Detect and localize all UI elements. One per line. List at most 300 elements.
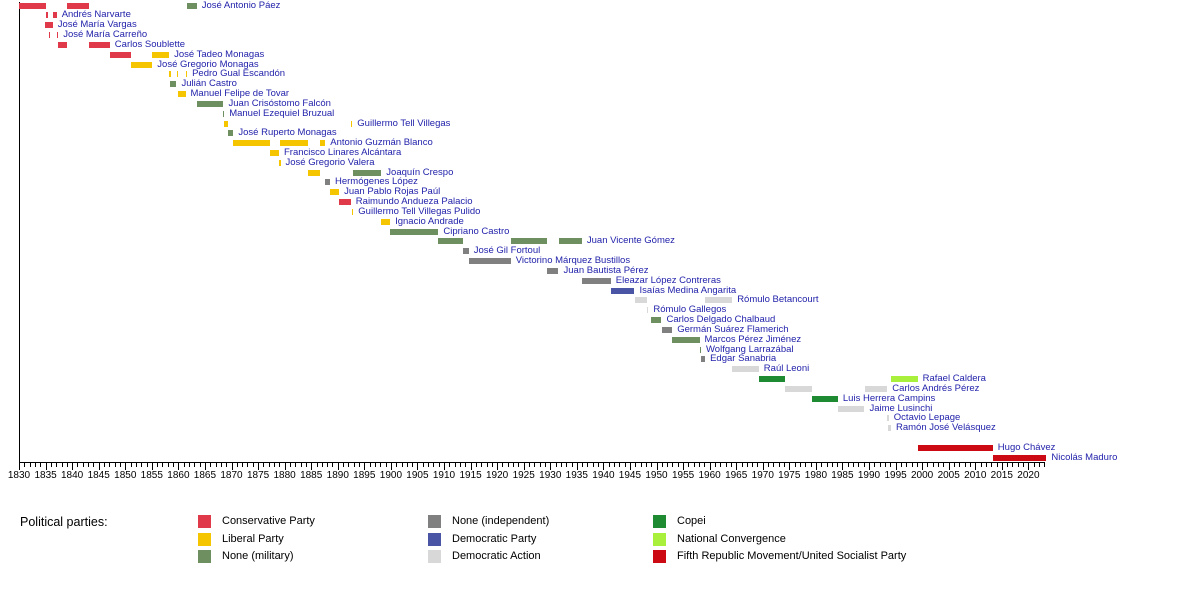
axis-minor-tick: [662, 463, 663, 467]
axis-major-tick: [285, 463, 286, 470]
term-bar: [353, 170, 381, 176]
axis-minor-tick: [343, 463, 344, 467]
axis-minor-tick: [428, 463, 429, 467]
axis-minor-tick: [1023, 463, 1024, 467]
axis-minor-tick: [1034, 463, 1035, 467]
term-bar: [700, 347, 702, 353]
axis-minor-tick: [396, 463, 397, 467]
axis-minor-tick: [407, 463, 408, 467]
legend-label-conservative: Conservative Party: [222, 515, 315, 527]
axis-minor-tick: [832, 463, 833, 467]
term-bar: [177, 71, 179, 77]
axis-tick-label: 1970: [751, 469, 774, 481]
term-bar: [559, 238, 582, 244]
president-label[interactable]: José Antonio Páez: [201, 0, 281, 11]
axis-minor-tick: [242, 463, 243, 467]
legend-label-democratic: Democratic Party: [452, 532, 537, 545]
president-label[interactable]: José Ruperto Monagas: [238, 127, 337, 139]
president-label[interactable]: Juan Bautista Pérez: [563, 264, 649, 276]
president-label[interactable]: Hugo Chávez: [997, 441, 1056, 453]
axis-minor-tick: [460, 463, 461, 467]
axis-minor-tick: [157, 463, 158, 467]
axis-minor-tick: [247, 463, 248, 467]
axis-minor-tick: [768, 463, 769, 467]
axis-tick-label: 1845: [87, 469, 110, 481]
axis-tick-label: 2005: [937, 469, 960, 481]
axis-minor-tick: [1012, 463, 1013, 467]
axis-minor-tick: [997, 463, 998, 467]
term-bar: [223, 111, 225, 117]
president-label[interactable]: Guillermo Tell Villegas Pulido: [358, 205, 481, 217]
axis-minor-tick: [731, 463, 732, 467]
axis-minor-tick: [402, 463, 403, 467]
term-bar: [233, 140, 269, 146]
term-bar: [732, 366, 759, 372]
axis-minor-tick: [200, 463, 201, 467]
axis-major-tick: [816, 463, 817, 470]
term-bar: [838, 406, 865, 412]
axis-tick-label: 1830: [7, 469, 31, 481]
term-bar: [224, 121, 228, 127]
term-bar: [381, 219, 390, 225]
axis-minor-tick: [991, 463, 992, 467]
axis-minor-tick: [667, 463, 668, 467]
axis-minor-tick: [24, 463, 25, 467]
axis-major-tick: [152, 463, 153, 470]
axis-tick-label: 1945: [618, 469, 642, 481]
axis-minor-tick: [433, 463, 434, 467]
president-label[interactable]: Juan Vicente Gómez: [586, 235, 675, 247]
axis-major-tick: [1028, 463, 1029, 470]
axis-minor-tick: [306, 463, 307, 467]
axis-minor-tick: [184, 463, 185, 467]
legend-swatch-democratic: [428, 533, 441, 546]
axis-tick-label: 1960: [698, 469, 721, 481]
term-bar: [89, 42, 110, 48]
president-label[interactable]: Raúl Leoni: [763, 363, 810, 375]
legend-label-copei: Copei: [677, 515, 706, 527]
legend-swatch-military: [198, 550, 211, 563]
axis-minor-tick: [189, 463, 190, 467]
axis-minor-tick: [572, 463, 573, 467]
axis-minor-tick: [269, 463, 270, 467]
legend-label-ad: Democratic Action: [452, 550, 541, 562]
president-label[interactable]: Julián Castro: [181, 78, 237, 90]
axis-minor-tick: [757, 463, 758, 467]
axis-minor-tick: [704, 463, 705, 467]
axis-minor-tick: [487, 463, 488, 467]
plot-left-border: [19, 2, 20, 462]
legend-swatch-independent: [428, 515, 441, 528]
axis-minor-tick: [481, 463, 482, 467]
president-label[interactable]: José Gregorio Valera: [285, 156, 375, 168]
president-label[interactable]: Pedro Gual Escandón: [192, 68, 286, 80]
axis-minor-tick: [848, 463, 849, 467]
term-bar: [891, 376, 918, 382]
president-label[interactable]: José María Carreño: [63, 29, 148, 40]
axis-minor-tick: [646, 463, 647, 467]
axis-minor-tick: [62, 463, 63, 467]
axis-minor-tick: [109, 463, 110, 467]
term-bar: [19, 3, 46, 9]
axis-tick-label: 1870: [220, 469, 243, 481]
axis-minor-tick: [77, 463, 78, 467]
axis-minor-tick: [67, 463, 68, 467]
axis-minor-tick: [1044, 463, 1045, 467]
axis-minor-tick: [423, 463, 424, 467]
axis-minor-tick: [970, 463, 971, 467]
axis-minor-tick: [88, 463, 89, 467]
axis-tick-label: 1860: [167, 469, 190, 481]
axis-minor-tick: [811, 463, 812, 467]
president-label[interactable]: Isaías Medina Angarita: [639, 284, 737, 296]
president-label[interactable]: Carlos Andrés Pérez: [892, 382, 980, 394]
axis-tick-label: 1840: [60, 469, 84, 481]
axis-minor-tick: [534, 463, 535, 467]
president-label[interactable]: José María Vargas: [57, 19, 137, 31]
term-bar: [320, 140, 325, 146]
axis-minor-tick: [566, 463, 567, 467]
term-bar: [547, 268, 558, 274]
axis-minor-tick: [890, 463, 891, 467]
axis-tick-label: 1885: [300, 469, 323, 481]
president-label[interactable]: Francisco Linares Alcántara: [284, 146, 402, 158]
president-label[interactable]: Ignacio Andrade: [395, 215, 464, 227]
axis-minor-tick: [619, 463, 620, 467]
axis-minor-tick: [880, 463, 881, 467]
legend-label-military: None (military): [222, 550, 294, 562]
president-label[interactable]: Marcos Pérez Jiménez: [704, 333, 802, 345]
axis-minor-tick: [827, 463, 828, 467]
axis-minor-tick: [412, 463, 413, 467]
axis-minor-tick: [943, 463, 944, 467]
president-label[interactable]: Manuel Felipe de Tovar: [190, 88, 290, 99]
axis-minor-tick: [912, 463, 913, 467]
term-bar: [58, 42, 67, 48]
axis-tick-label: 1910: [432, 469, 456, 481]
axis-tick-label: 1880: [273, 469, 296, 481]
term-bar: [611, 288, 635, 294]
axis-minor-tick: [784, 463, 785, 467]
president-label[interactable]: Rómulo Betancourt: [737, 294, 819, 306]
term-bar: [635, 297, 648, 303]
term-bar: [49, 32, 51, 38]
axis-major-tick: [949, 463, 950, 470]
axis-minor-tick: [986, 463, 987, 467]
term-bar: [705, 297, 732, 303]
term-bar: [865, 386, 888, 392]
axis-minor-tick: [938, 463, 939, 467]
axis-major-tick: [364, 463, 365, 470]
term-bar: [701, 356, 705, 362]
president-label[interactable]: Edgar Sanabria: [710, 353, 777, 365]
axis-major-tick: [896, 463, 897, 470]
axis-minor-tick: [874, 463, 875, 467]
axis-minor-tick: [359, 463, 360, 467]
axis-tick-label: 1990: [857, 469, 881, 481]
axis-major-tick: [19, 463, 20, 470]
axis-minor-tick: [587, 463, 588, 467]
axis-minor-tick: [901, 463, 902, 467]
axis-minor-tick: [173, 463, 174, 467]
president-label[interactable]: Hermógenes López: [335, 176, 418, 188]
axis-major-tick: [99, 463, 100, 470]
axis-minor-tick: [449, 463, 450, 467]
axis-minor-tick: [147, 463, 148, 467]
axis-tick-label: 2000: [910, 469, 934, 481]
axis-minor-tick: [465, 463, 466, 467]
president-label[interactable]: José Tadeo Monagas: [174, 48, 265, 60]
axis-minor-tick: [694, 463, 695, 467]
term-bar: [662, 327, 673, 333]
president-label[interactable]: Andrés Narvarte: [61, 9, 131, 21]
axis-minor-tick: [1007, 463, 1008, 467]
president-label[interactable]: José Gil Fortoul: [473, 245, 541, 257]
legend-swatch-conservative: [198, 515, 211, 528]
president-label[interactable]: Guillermo Tell Villegas: [357, 117, 451, 129]
legend-swatch-mvr: [653, 550, 666, 563]
term-bar: [152, 52, 169, 58]
term-bar: [993, 455, 1047, 461]
axis-major-tick: [205, 463, 206, 470]
axis-tick-label: 1905: [406, 469, 429, 481]
president-label[interactable]: Germán Suárez Flamerich: [677, 323, 789, 335]
president-label[interactable]: Ramón José Velásquez: [896, 422, 996, 434]
axis-minor-tick: [51, 463, 52, 467]
president-label[interactable]: Eleazar López Contreras: [615, 274, 721, 286]
axis-major-tick: [311, 463, 312, 470]
axis-minor-tick: [253, 463, 254, 467]
president-label[interactable]: Nicolás Maduro: [1051, 451, 1118, 463]
axis-minor-tick: [885, 463, 886, 467]
axis-minor-tick: [263, 463, 264, 467]
axis-minor-tick: [120, 463, 121, 467]
axis-minor-tick: [348, 463, 349, 467]
axis-major-tick: [869, 463, 870, 470]
axis-minor-tick: [598, 463, 599, 467]
president-label[interactable]: Juan Crisóstomo Falcón: [228, 97, 331, 109]
axis-minor-tick: [354, 463, 355, 467]
axis-tick-label: 1940: [592, 469, 615, 481]
axis-minor-tick: [795, 463, 796, 467]
axis-tick-label: 2020: [1017, 469, 1040, 481]
term-bar: [352, 209, 354, 215]
axis-major-tick: [736, 463, 737, 470]
axis-minor-tick: [853, 463, 854, 467]
term-bar: [463, 248, 468, 254]
axis-minor-tick: [492, 463, 493, 467]
president-label[interactable]: Victorino Márquez Bustillos: [515, 255, 631, 267]
axis-tick-label: 1855: [140, 469, 163, 481]
axis-major-tick: [258, 463, 259, 470]
axis-minor-tick: [837, 463, 838, 467]
axis-minor-tick: [30, 463, 31, 467]
axis-tick-label: 1930: [539, 469, 562, 481]
term-bar: [651, 317, 662, 323]
axis-minor-tick: [476, 463, 477, 467]
axis-minor-tick: [545, 463, 546, 467]
legend-label-liberal: Liberal Party: [222, 532, 284, 545]
axis-major-tick: [683, 463, 684, 470]
axis-major-tick: [471, 463, 472, 470]
president-label[interactable]: Raimundo Andueza Palacio: [355, 196, 473, 208]
axis-minor-tick: [136, 463, 137, 467]
axis-tick-label: 1875: [246, 469, 270, 481]
axis-minor-tick: [439, 463, 440, 467]
axis-tick-label: 1980: [804, 469, 828, 481]
axis-minor-tick: [906, 463, 907, 467]
axis-major-tick: [1002, 463, 1003, 470]
axis-major-tick: [444, 463, 445, 470]
axis-tick-label: 1985: [831, 469, 854, 481]
axis-minor-tick: [981, 463, 982, 467]
axis-minor-tick: [327, 463, 328, 467]
axis-minor-tick: [380, 463, 381, 467]
president-label[interactable]: Joaquín Crespo: [386, 166, 454, 178]
axis-minor-tick: [752, 463, 753, 467]
axis-minor-tick: [858, 463, 859, 467]
legend-swatch-convergence: [653, 533, 666, 546]
term-bar: [46, 12, 48, 18]
axis-tick-label: 1865: [193, 469, 217, 481]
axis-tick-label: 1975: [778, 469, 801, 481]
term-bar: [279, 160, 281, 166]
axis-minor-tick: [322, 463, 323, 467]
axis-major-tick: [417, 463, 418, 470]
axis-minor-tick: [959, 463, 960, 467]
axis-tick-label: 2010: [964, 469, 987, 481]
axis-minor-tick: [513, 463, 514, 467]
axis-major-tick: [524, 463, 525, 470]
term-bar: [582, 278, 611, 284]
axis-minor-tick: [56, 463, 57, 467]
axis-tick-label: 1935: [565, 469, 588, 481]
axis-minor-tick: [370, 463, 371, 467]
term-bar: [887, 415, 889, 421]
term-bar: [170, 81, 176, 87]
axis-minor-tick: [295, 463, 296, 467]
axis-minor-tick: [1039, 463, 1040, 467]
axis-minor-tick: [317, 463, 318, 467]
axis-minor-tick: [651, 463, 652, 467]
axis-minor-tick: [502, 463, 503, 467]
term-bar: [45, 22, 53, 28]
term-bar: [280, 140, 307, 146]
president-label[interactable]: Cipriano Castro: [443, 225, 510, 237]
term-bar: [187, 3, 197, 9]
axis-minor-tick: [386, 463, 387, 467]
axis-minor-tick: [688, 463, 689, 467]
axis-major-tick: [842, 463, 843, 470]
axis-minor-tick: [40, 463, 41, 467]
axis-minor-tick: [210, 463, 211, 467]
axis-minor-tick: [556, 463, 557, 467]
axis-major-tick: [232, 463, 233, 470]
term-bar: [67, 3, 89, 9]
axis-minor-tick: [582, 463, 583, 467]
president-label[interactable]: Luis Herrera Campins: [842, 392, 936, 404]
term-bar: [197, 101, 224, 107]
axis-major-tick: [922, 463, 923, 470]
axis-tick-label: 1895: [353, 469, 376, 481]
axis-minor-tick: [678, 463, 679, 467]
axis-minor-tick: [715, 463, 716, 467]
term-bar: [325, 179, 330, 185]
term-bar: [759, 376, 786, 382]
term-bar: [812, 396, 838, 402]
president-label[interactable]: Wolfgang Larrazábal: [706, 343, 794, 355]
axis-tick-label: 1925: [512, 469, 535, 481]
axis-major-tick: [178, 463, 179, 470]
president-label[interactable]: Carlos Soublette: [114, 38, 186, 50]
axis-tick-label: 1900: [379, 469, 403, 481]
axis-major-tick: [630, 463, 631, 470]
president-label[interactable]: Antonio Guzmán Blanco: [330, 137, 433, 149]
president-label[interactable]: Juan Pablo Rojas Paúl: [344, 186, 441, 198]
axis-minor-tick: [35, 463, 36, 467]
term-bar: [110, 52, 131, 58]
president-label[interactable]: José Gregorio Monagas: [157, 58, 259, 70]
term-bar: [438, 238, 463, 244]
term-bar: [330, 189, 339, 195]
president-label[interactable]: Manuel Ezequiel Bruzual: [229, 107, 335, 119]
axis-minor-tick: [641, 463, 642, 467]
president-label[interactable]: Carlos Delgado Chalbaud: [666, 314, 776, 326]
axis-minor-tick: [508, 463, 509, 467]
axis-minor-tick: [773, 463, 774, 467]
axis-minor-tick: [131, 463, 132, 467]
president-label[interactable]: Octavio Lepage: [893, 412, 961, 424]
axis-minor-tick: [614, 463, 615, 467]
axis-minor-tick: [540, 463, 541, 467]
axis-major-tick: [391, 463, 392, 470]
axis-tick-label: 1950: [645, 469, 668, 481]
axis-minor-tick: [747, 463, 748, 467]
axis-minor-tick: [237, 463, 238, 467]
axis-minor-tick: [821, 463, 822, 467]
axis-minor-tick: [933, 463, 934, 467]
term-bar: [647, 307, 649, 313]
axis-tick-label: 1965: [725, 469, 748, 481]
president-label[interactable]: Rafael Caldera: [922, 373, 986, 384]
term-bar: [351, 121, 353, 127]
axis-major-tick: [975, 463, 976, 470]
president-label[interactable]: Rómulo Gallegos: [653, 304, 727, 316]
axis-minor-tick: [699, 463, 700, 467]
axis-minor-tick: [290, 463, 291, 467]
president-label[interactable]: Jaime Lusinchi: [869, 402, 933, 414]
axis-minor-tick: [1018, 463, 1019, 467]
term-bar: [131, 62, 152, 68]
axis-major-tick: [789, 463, 790, 470]
axis-major-tick: [46, 463, 47, 470]
axis-tick-label: 1835: [34, 469, 57, 481]
axis-major-tick: [338, 463, 339, 470]
axis-minor-tick: [221, 463, 222, 467]
axis-minor-tick: [529, 463, 530, 467]
term-bar: [672, 337, 699, 343]
axis-tick-label: 2015: [990, 469, 1013, 481]
axis-minor-tick: [226, 463, 227, 467]
legend-swatch-liberal: [198, 533, 211, 546]
axis-minor-tick: [800, 463, 801, 467]
axis-minor-tick: [83, 463, 84, 467]
axis-minor-tick: [301, 463, 302, 467]
axis-minor-tick: [593, 463, 594, 467]
axis-tick-label: 1850: [114, 469, 137, 481]
axis-minor-tick: [672, 463, 673, 467]
axis-minor-tick: [965, 463, 966, 467]
